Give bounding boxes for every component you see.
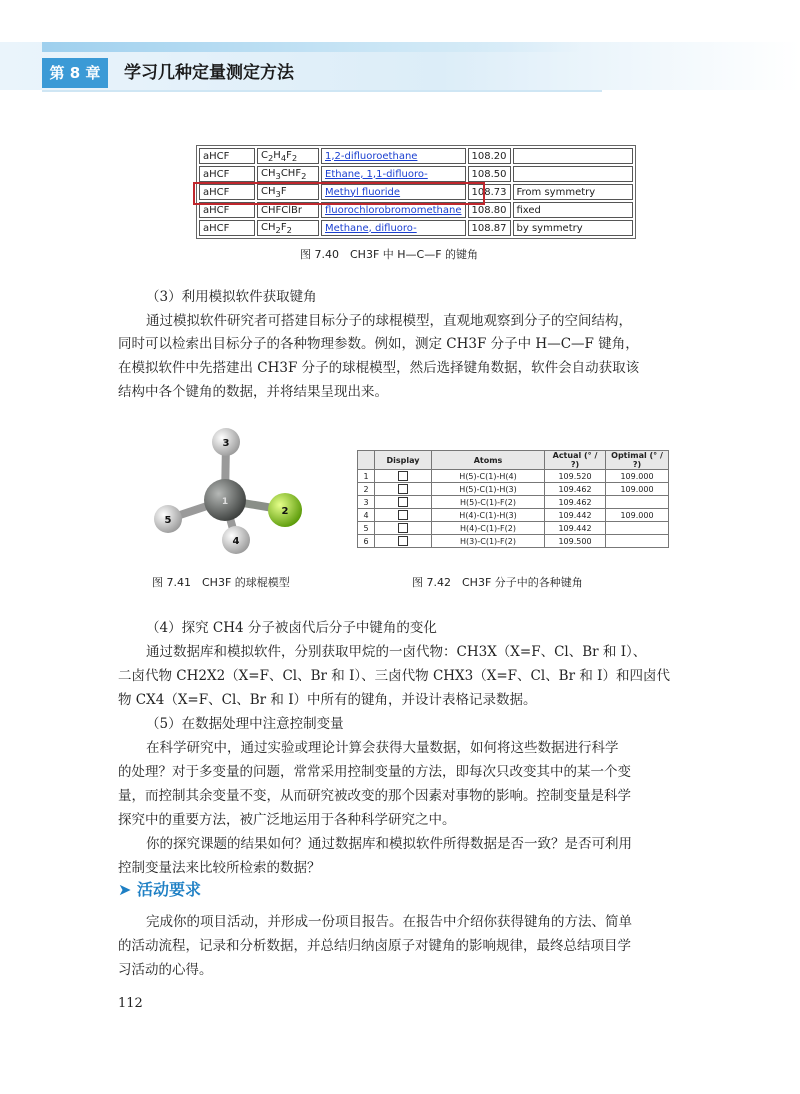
atoms-cell: H(5)-C(1)-H(3) [432, 483, 545, 496]
note-cell [513, 166, 633, 182]
atoms-cell: H(3)-C(1)-F(2) [432, 535, 545, 548]
compound-link[interactable]: 1,2-difluoroethane [321, 148, 466, 164]
bond-angle-table [357, 450, 669, 548]
chapter-title: 学习几种定量测定方法 [124, 63, 294, 83]
column-header: Atoms [432, 451, 545, 470]
paragraph-line: 物 CX4（X=F、Cl、Br 和 I）中所有的键角，并设计表格记录数据。 [118, 692, 537, 708]
paragraph-line: 的处理？对于多变量的问题，常常采用控制变量的方法，即每次只改变其中的某一个变 [118, 764, 631, 780]
activity-heading [118, 877, 201, 900]
atom-label: 3 [222, 438, 230, 449]
atoms-cell: H(4)-C(1)-H(3) [432, 509, 545, 522]
compound-link[interactable]: Methane, difluoro- [321, 220, 466, 236]
formula-cell: $CH_3F$ [257, 184, 319, 200]
paragraph-line: 在模拟软件中先搭建出 CH3F 分子的球棍模型，然后选择键角数据，软件会自动获取该 [118, 360, 640, 376]
formula-cell: CHFClBr [257, 202, 319, 218]
paragraph-line: 在科学研究中，通过实验或理论计算会获得大量数据，如何将这些数据进行科学 [146, 740, 619, 756]
value-cell: 108.50 [468, 166, 511, 182]
paragraph-line: 同时可以检索出目标分子的各种物理参数。例如，测定 CH3F 分子中 H—C—F 键角， [118, 336, 639, 352]
table-row [358, 522, 669, 535]
activity-heading-label: 活动要求 [136, 880, 201, 899]
property-cell: aHCF [199, 202, 255, 218]
figure-caption-7-40: 图 7.40 CH3F 中 H—C—F 的键角 [300, 248, 479, 261]
display-checkbox[interactable] [375, 509, 432, 522]
atom-label: 5 [164, 515, 172, 526]
paragraph-line: 你的探究课题的结果如何？通过数据库和模拟软件所得数据是否一致？是否可利用 [146, 836, 632, 852]
note-cell: fixed [513, 202, 633, 218]
display-checkbox[interactable] [375, 483, 432, 496]
paragraph-line: 通过模拟软件研究者可搭建目标分子的球棍模型，直观地观察到分子的空间结构， [146, 313, 632, 329]
row-number: 5 [358, 522, 375, 535]
actual-cell: 109.520 [545, 470, 606, 483]
row-number: 3 [358, 496, 375, 509]
table-row [358, 535, 669, 548]
formula-cell: $CH_2F_2$ [257, 220, 319, 236]
paragraph-line: 的活动流程，记录和分析数据，并总结归纳卤原子对键角的影响规律，最终总结项目学 [118, 938, 631, 954]
display-checkbox[interactable] [375, 522, 432, 535]
compound-link[interactable]: fluorochlorobromomethane [321, 202, 466, 218]
figure-caption-7-41: 图 7.41 CH3F 的球棍模型 [152, 576, 290, 589]
table-row [358, 483, 669, 496]
table-row [199, 220, 633, 236]
property-cell: aHCF [199, 148, 255, 164]
atoms-cell: H(5)-C(1)-F(2) [432, 496, 545, 509]
compound-link[interactable]: Methyl fluoride [321, 184, 466, 200]
column-header: Display [375, 451, 432, 470]
table-row [358, 509, 669, 522]
value-cell: 108.87 [468, 220, 511, 236]
paragraph-line: 通过数据库和模拟软件，分别获取甲烷的一卤代物：CH3X（X=F、Cl、Br 和 I）、 [146, 644, 647, 660]
row-number: 4 [358, 509, 375, 522]
header-accent-strip [42, 42, 582, 52]
display-checkbox[interactable] [375, 535, 432, 548]
table-row [199, 166, 633, 182]
paragraph-line: 量，而控制其余变量不变，从而研究被改变的那个因素对事物的影响。控制变量是科学 [118, 788, 631, 804]
row-number: 2 [358, 483, 375, 496]
figure-caption-7-42: 图 7.42 CH3F 分子中的各种键角 [412, 576, 583, 589]
value-cell: 108.20 [468, 148, 511, 164]
table-row [199, 148, 633, 164]
actual-cell: 109.442 [545, 509, 606, 522]
property-cell: aHCF [199, 220, 255, 236]
display-checkbox[interactable] [375, 496, 432, 509]
chevron-right-icon: ➤ [118, 880, 132, 899]
page-number: 112 [118, 996, 143, 1011]
value-cell: 108.80 [468, 202, 511, 218]
formula-cell: $C_2H_4F_2$ [257, 148, 319, 164]
optimal-cell [606, 522, 669, 535]
note-cell: From symmetry [513, 184, 633, 200]
optimal-cell [606, 535, 669, 548]
paragraph-line: 结构中各个键角的数据，并将结果呈现出来。 [118, 384, 388, 400]
optimal-cell: 109.000 [606, 509, 669, 522]
property-cell: aHCF [199, 184, 255, 200]
formula-cell: $CH_3CHF_2$ [257, 166, 319, 182]
chapter-label: 第 8 章 [42, 58, 108, 88]
optimal-cell: 109.000 [606, 483, 669, 496]
actual-cell: 109.442 [545, 522, 606, 535]
property-cell: aHCF [199, 166, 255, 182]
section-heading-4: （4）探究 CH4 分子被卤代后分子中键角的变化 [146, 620, 437, 636]
header-rule [42, 90, 602, 92]
table-row [358, 470, 669, 483]
atom-label: 4 [232, 536, 240, 547]
value-cell: 108.73 [468, 184, 511, 200]
atoms-cell: H(5)-C(1)-H(4) [432, 470, 545, 483]
paragraph-line: 探究中的重要方法，被广泛地运用于各种科学研究之中。 [118, 812, 456, 828]
display-checkbox[interactable] [375, 470, 432, 483]
column-header: Optimal (° / ?) [606, 451, 669, 470]
atom-label: 2 [281, 506, 289, 517]
note-cell: by symmetry [513, 220, 633, 236]
table-header-row [358, 451, 669, 470]
table-row [358, 496, 669, 509]
compound-link[interactable]: Ethane, 1,1-difluoro- [321, 166, 466, 182]
optimal-cell [606, 496, 669, 509]
column-header: Actual (° / ?) [545, 451, 606, 470]
actual-cell: 109.462 [545, 496, 606, 509]
row-number: 6 [358, 535, 375, 548]
section-heading-3: （3）利用模拟软件获取键角 [146, 289, 317, 305]
ball-and-stick-model [140, 420, 330, 570]
actual-cell: 109.462 [545, 483, 606, 496]
column-header [358, 451, 375, 470]
paragraph-line: 控制变量法来比较所检索的数据？ [118, 860, 321, 876]
atom-label: 1 [221, 497, 229, 507]
highlight-box [193, 182, 485, 205]
note-cell [513, 148, 633, 164]
section-heading-5: （5）在数据处理中注意控制变量 [146, 716, 344, 732]
actual-cell: 109.500 [545, 535, 606, 548]
atoms-cell: H(4)-C(1)-F(2) [432, 522, 545, 535]
paragraph-line: 二卤代物 CH2X2（X=F、Cl、Br 和 I）、三卤代物 CHX3（X=F、Cl、Br 和 I）和四卤代 [118, 668, 670, 684]
optimal-cell: 109.000 [606, 470, 669, 483]
row-number: 1 [358, 470, 375, 483]
paragraph-line: 习活动的心得。 [118, 962, 213, 978]
paragraph-line: 完成你的项目活动，并形成一份项目报告。在报告中介绍你获得键角的方法、简单 [146, 914, 632, 930]
